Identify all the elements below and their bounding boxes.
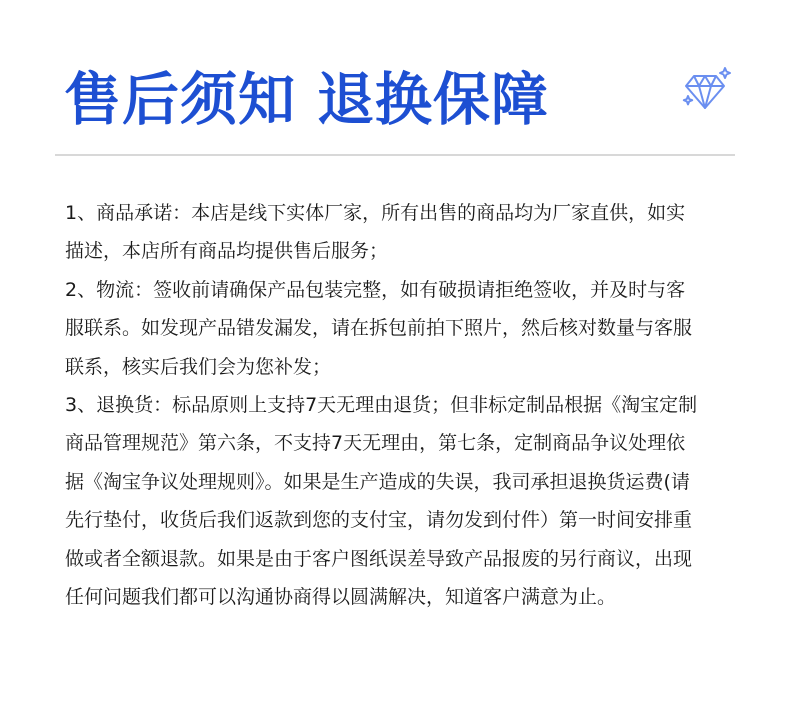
paragraph-returns xyxy=(65,386,745,616)
text-line: 1、商品承诺：本店是线下实体厂家，所有出售的商品均为厂家直供，如实 xyxy=(65,202,686,224)
paragraph-product-promise xyxy=(65,194,745,271)
text-line: 做或者全额退款。如果是由于客户图纸误差导致产品报废的另行商议，出现 xyxy=(65,547,693,570)
text-line: 2、物流：签收前请确保产品包装完整，如有破损请拒绝签收，并及时与客 xyxy=(65,278,686,301)
text-line: 据《淘宝争议处理规则》。如果是生产造成的失误，我司承担退换货运费(请 xyxy=(65,470,690,493)
paragraph-logistics xyxy=(65,271,745,386)
notice-body xyxy=(65,194,745,616)
text-line: 服联系。如发现产品错发漏发，请在拆包前拍下照片，然后核对数量与客服 xyxy=(65,317,693,340)
text-line: 3、退换货：标品原则上支持7天无理由退货；但非标定制品根据《淘宝定制 xyxy=(65,393,698,416)
page-title: 售后须知 退换保障 xyxy=(64,67,549,133)
text-line: 先行垫付，收货后我们返款到您的支付宝，请勿发到付件）第一时间安排重 xyxy=(65,509,693,532)
text-line: 商品管理规范》第六条，不支持7天无理由，第七条，定制商品争议处理依 xyxy=(65,432,686,455)
diamond-icon xyxy=(682,66,732,112)
text-line: 描述，本店所有商品均提供售后服务； xyxy=(65,240,389,263)
text-line: 任何问题我们都可以沟通协商得以圆满解决，知道客户满意为止。 xyxy=(65,585,617,608)
text-line: 联系，核实后我们会为您补发； xyxy=(65,355,332,378)
divider xyxy=(55,154,735,156)
